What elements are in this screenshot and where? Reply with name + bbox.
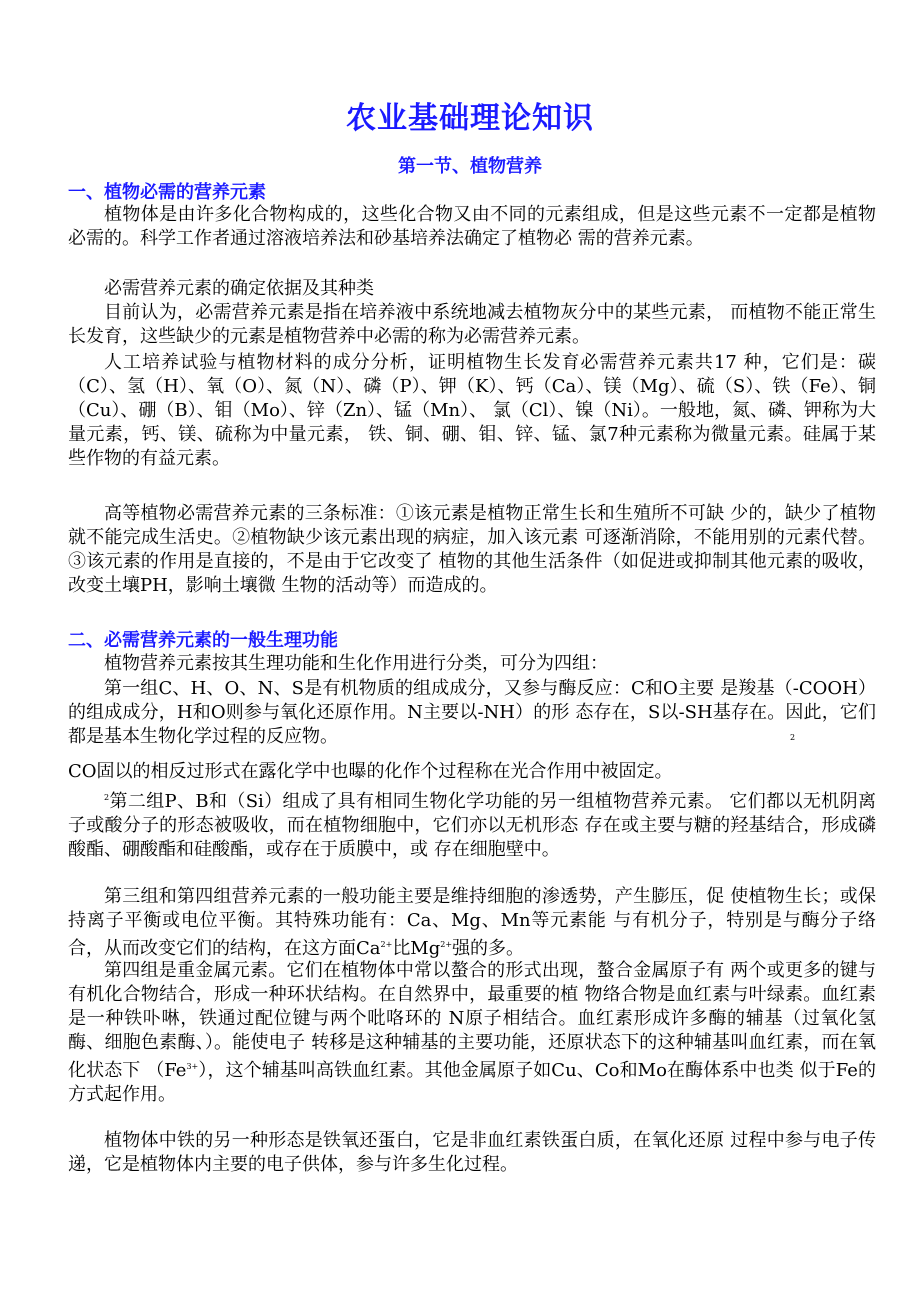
paragraph-four-groups: 植物营养元素按其生理功能和生化作用进行分类，可分为四组： xyxy=(104,653,608,674)
heading-essential-elements: 一、植物必需的营养元素 xyxy=(68,182,266,203)
group-three-text: 第三组和第四组营养元素的一般功能主要是维持细胞的渗透势，产生膨压，促 使植物生长；或保持离子平衡或电位平衡。其特殊功能有：Ca、Mg、Mn等元素能 与有机分子，特别是与酶分子络合，从而改变它们的结构，在这方面Ca xyxy=(68,886,876,959)
paragraph-group-two xyxy=(68,786,876,862)
paragraph-intro: 植物体是由许多化合物构成的，这些化合物又由不同的元素组成，但是这些元素不一定都是植物必需的。科学工作者通过溶液培养法和砂基培养法确定了植物必 需的营养元素。 xyxy=(68,204,876,249)
paragraph-group-four xyxy=(68,959,876,1107)
paragraph-co2-fixation: CO固以的相反过形式在露化学中也曝的化作个过程称在光合作用中被固定。 xyxy=(68,761,673,782)
paragraph-element-list: 人工培养试验与植物材料的成分分析，证明植物生长发育必需营养元素共17 种，它们是：碳（C）、氢（H）、氧（O）、氮（N）、磷（P）、钾（K）、钙（Ca）、镁（Mg）、硫（S）、铁（Fe）、铜（Cu）、硼（B）、钼（Mo）、锌（Zn）、锰（Mn）、 氯（Cl）、镍（Ni）。一般地，氮、磷、钾称为大量元素，钙、镁、硫称为中量元素， 铁、铜、硼、钼、锌、锰、氯7种元素称为微量元素。硅属于某些作物的有益元素。 xyxy=(68,352,876,469)
group-four-text-2: ），这个辅基叫高铁血红素。其他金属原子如Cu、Co和Mo在酶体系中也类 似于Fe的方式起作用。 xyxy=(68,1060,876,1105)
paragraph-three-criteria: 高等植物必需营养元素的三条标准：①该元素是植物正常生长和生殖所不可缺 少的，缺少了植物就不能完成生活史。②植物缺少该元素出现的病症，加入该元素 可逐渐消除，不能用别的元素代替。③该元素的作用是直接的，不是由于它改变了 植物的其他生活条件（如促进或抑制其他元素的吸收，改变土壤PH，影响土壤微 生物的活动等）而造成的。 xyxy=(68,503,876,596)
section-title: 第一节、植物营养 xyxy=(398,156,542,177)
superscript-fe: 3+ xyxy=(186,1062,199,1071)
group-four-text: 第四组是重金属元素。它们在植物体中常以螯合的形式出现，螯合金属原子有 两个或更多的键与有机化合物结合，形成一种环状结构。在自然界中，最重要的植 物络合物是血红素与叶绿素。血红素是一种铁卟啉，铁通过配位键与两个吡咯环的 N原子相结合。血红素形成许多酶的辅基（过氧化氢酶、细胞色素酶、）。能使电子 转移是这种辅基的主要功能，还原状态下的这种辅基叫血红素，而在氧化状态下 （Fe xyxy=(68,960,876,1081)
group-two-text: 第二组P、B和（Si）组成了具有相同生物化学功能的另一组植物营养元素。 它们都以无机阴离子或酸分子的形态被吸收，而在植物细胞中，它们亦以无机形态 存在或主要与糖的羟基结合，形成磷酸酯、硼酸酯和硅酸酯，或存在于质膜中，或 存在细胞壁中。 xyxy=(68,791,876,860)
paragraph-definition: 目前认为，必需营养元素是指在培养液中系统地减去植物灰分中的某些元素， 而植物不能正常生长发育，这些缺少的元素是植物营养中必需的称为必需营养元素。 xyxy=(68,302,876,347)
superscript-mg: 2+ xyxy=(440,940,453,949)
subscript-marker: 2 xyxy=(790,733,796,742)
paragraph-group-three xyxy=(68,885,876,961)
paragraph-criteria-title: 必需营养元素的确定依据及其种类 xyxy=(104,278,374,299)
paragraph-ferredoxin: 植物体中铁的另一种形态是铁氧还蛋白，它是非血红素铁蛋白质，在氧化还原 过程中参与电子传递，它是植物体内主要的电子供体，参与许多生化过程。 xyxy=(68,1130,876,1175)
group-three-text-3: 强的多。 xyxy=(452,938,525,959)
superscript-ca: 2+ xyxy=(380,940,393,949)
subscript-marker: 2 xyxy=(104,793,110,802)
document-title: 农业基础理论知识 xyxy=(346,101,594,136)
paragraph-group-one: 第一组C、H、O、N、S是有机物质的组成成分，又参与酶反应：C和O主要 是羧基（-COOH）的组成成分，H和O则参与氧化还原作用。N主要以-NH）的形 态存在，S以-SH基存在。因此，它们都是基本生物化学过程的反应物。 xyxy=(68,678,876,747)
group-three-text-2: 比Mg xyxy=(392,938,441,959)
heading-physiological-functions: 二、必需营养元素的一般生理功能 xyxy=(68,630,338,651)
